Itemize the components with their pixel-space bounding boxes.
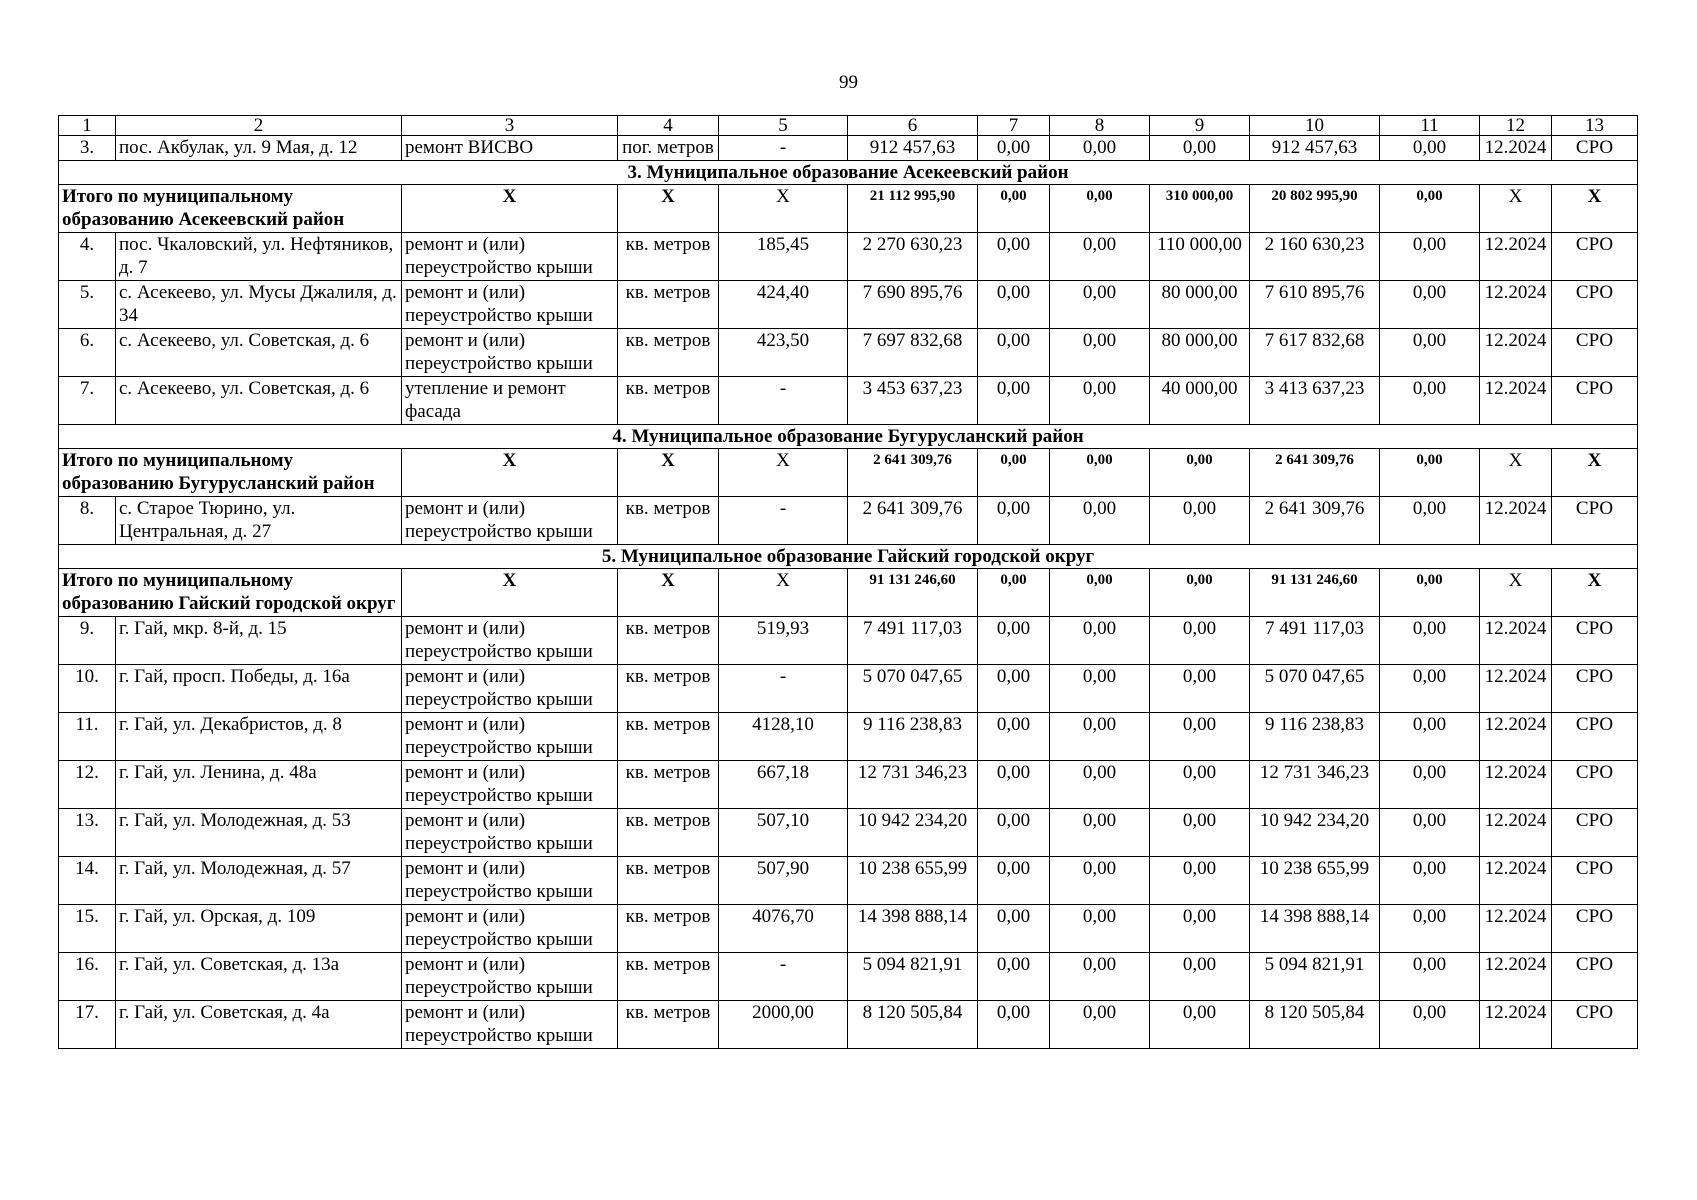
completion-date: 12.2024 <box>1480 664 1552 712</box>
total-cost: 2 641 309,76 <box>848 496 978 544</box>
fund-federal: 0,00 <box>978 376 1050 424</box>
address: г. Гай, ул. Молодежная, д. 53 <box>116 808 402 856</box>
section-title: 3. Муниципальное образование Асекеевский район <box>59 160 1638 184</box>
fund-regional: 0,00 <box>1050 568 1150 616</box>
section-title: 5. Муниципальное образование Гайский городской округ <box>59 544 1638 568</box>
address: г. Гай, ул. Орская, д. 109 <box>116 904 402 952</box>
address: г. Гай, ул. Ленина, д. 48а <box>116 760 402 808</box>
fund-federal: 0,00 <box>978 496 1050 544</box>
fund-other: 0,00 <box>1380 448 1480 496</box>
x-mark: Х <box>1552 568 1638 616</box>
repair-method: СРО <box>1552 808 1638 856</box>
quantity: - <box>719 376 848 424</box>
completion-date: 12.2024 <box>1480 952 1552 1000</box>
total-cost: 2 641 309,76 <box>848 448 978 496</box>
unit: кв. метров <box>618 376 719 424</box>
x-mark: Х <box>719 184 848 232</box>
fund-local: 40 000,00 <box>1150 376 1250 424</box>
fund-federal: 0,00 <box>978 232 1050 280</box>
fund-other: 0,00 <box>1380 760 1480 808</box>
fund-owners: 12 731 346,23 <box>1250 760 1380 808</box>
x-mark: Х <box>1552 448 1638 496</box>
address: пос. Чкаловский, ул. Нефтяников, д. 7 <box>116 232 402 280</box>
section-title: 4. Муниципальное образование Бугурусланский район <box>59 424 1638 448</box>
completion-date: 12.2024 <box>1480 856 1552 904</box>
completion-date: 12.2024 <box>1480 808 1552 856</box>
table-row <box>59 616 1638 664</box>
fund-regional: 0,00 <box>1050 328 1150 376</box>
table-row <box>59 808 1638 856</box>
fund-federal: 0,00 <box>978 856 1050 904</box>
row-number: 14. <box>59 856 116 904</box>
table-row <box>59 856 1638 904</box>
fund-local: 110 000,00 <box>1150 232 1250 280</box>
x-mark: Х <box>1480 184 1552 232</box>
repair-method: СРО <box>1552 328 1638 376</box>
completion-date: 12.2024 <box>1480 232 1552 280</box>
address: с. Асекеево, ул. Мусы Джалиля, д. 34 <box>116 280 402 328</box>
fund-regional: 0,00 <box>1050 904 1150 952</box>
total-cost: 10 238 655,99 <box>848 856 978 904</box>
repair-method: СРО <box>1552 856 1638 904</box>
repair-method: СРО <box>1552 232 1638 280</box>
table-row <box>59 904 1638 952</box>
repair-method: СРО <box>1552 904 1638 952</box>
address: пос. Акбулак, ул. 9 Мая, д. 12 <box>116 136 402 161</box>
fund-federal: 0,00 <box>978 808 1050 856</box>
unit: кв. метров <box>618 952 719 1000</box>
completion-date: 12.2024 <box>1480 376 1552 424</box>
repair-method: СРО <box>1552 664 1638 712</box>
fund-owners: 10 942 234,20 <box>1250 808 1380 856</box>
fund-other: 0,00 <box>1380 376 1480 424</box>
fund-federal: 0,00 <box>978 952 1050 1000</box>
fund-local: 80 000,00 <box>1150 328 1250 376</box>
fund-other: 0,00 <box>1380 232 1480 280</box>
address: г. Гай, ул. Советская, д. 13а <box>116 952 402 1000</box>
header-cell: 1 <box>59 116 116 136</box>
fund-local: 0,00 <box>1150 856 1250 904</box>
address: г. Гай, ул. Советская, д. 4а <box>116 1000 402 1048</box>
quantity: 4128,10 <box>719 712 848 760</box>
fund-local: 0,00 <box>1150 952 1250 1000</box>
fund-other: 0,00 <box>1380 904 1480 952</box>
address: с. Асекеево, ул. Советская, д. 6 <box>116 376 402 424</box>
fund-other: 0,00 <box>1380 712 1480 760</box>
total-label: Итого по муниципальному образованию Гайский городской округ <box>59 568 402 616</box>
completion-date: 12.2024 <box>1480 328 1552 376</box>
repair-method: СРО <box>1552 280 1638 328</box>
x-mark: Х <box>402 184 618 232</box>
unit: кв. метров <box>618 712 719 760</box>
fund-local: 0,00 <box>1150 136 1250 161</box>
total-label: Итого по муниципальному образованию Асекеевский район <box>59 184 402 232</box>
quantity: 424,40 <box>719 280 848 328</box>
address: г. Гай, ул. Молодежная, д. 57 <box>116 856 402 904</box>
work-type: ремонт и (или) переустройство крыши <box>402 280 618 328</box>
work-type: ремонт и (или) переустройство крыши <box>402 808 618 856</box>
total-cost: 91 131 246,60 <box>848 568 978 616</box>
x-mark: Х <box>618 568 719 616</box>
work-type: ремонт ВИСВО <box>402 136 618 161</box>
unit: кв. метров <box>618 664 719 712</box>
quantity: - <box>719 952 848 1000</box>
header-cell: 4 <box>618 116 719 136</box>
header-cell: 11 <box>1380 116 1480 136</box>
fund-other: 0,00 <box>1380 664 1480 712</box>
fund-federal: 0,00 <box>978 664 1050 712</box>
total-row <box>59 448 1638 496</box>
quantity: 185,45 <box>719 232 848 280</box>
row-number: 7. <box>59 376 116 424</box>
fund-owners: 91 131 246,60 <box>1250 568 1380 616</box>
page-number: 99 <box>839 72 858 93</box>
row-number: 8. <box>59 496 116 544</box>
x-mark: Х <box>402 448 618 496</box>
work-type: утепление и ремонт фасада <box>402 376 618 424</box>
work-type: ремонт и (или) переустройство крыши <box>402 1000 618 1048</box>
fund-regional: 0,00 <box>1050 712 1150 760</box>
repair-method: СРО <box>1552 1000 1638 1048</box>
capital-repair-table <box>58 115 1638 1049</box>
table-row <box>59 232 1638 280</box>
quantity: 423,50 <box>719 328 848 376</box>
fund-federal: 0,00 <box>978 448 1050 496</box>
table-row <box>59 376 1638 424</box>
x-mark: Х <box>402 568 618 616</box>
header-cell: 5 <box>719 116 848 136</box>
fund-owners: 14 398 888,14 <box>1250 904 1380 952</box>
fund-owners: 10 238 655,99 <box>1250 856 1380 904</box>
total-cost: 3 453 637,23 <box>848 376 978 424</box>
table-row <box>59 952 1638 1000</box>
table-row <box>59 136 1638 161</box>
total-cost: 9 116 238,83 <box>848 712 978 760</box>
fund-other: 0,00 <box>1380 856 1480 904</box>
header-cell: 10 <box>1250 116 1380 136</box>
fund-federal: 0,00 <box>978 616 1050 664</box>
fund-regional: 0,00 <box>1050 808 1150 856</box>
fund-other: 0,00 <box>1380 808 1480 856</box>
quantity: 2000,00 <box>719 1000 848 1048</box>
fund-regional: 0,00 <box>1050 184 1150 232</box>
fund-other: 0,00 <box>1380 328 1480 376</box>
fund-local: 0,00 <box>1150 1000 1250 1048</box>
x-mark: Х <box>1480 568 1552 616</box>
x-mark: Х <box>719 568 848 616</box>
fund-other: 0,00 <box>1380 184 1480 232</box>
total-cost: 912 457,63 <box>848 136 978 161</box>
work-type: ремонт и (или) переустройство крыши <box>402 496 618 544</box>
table-row <box>59 328 1638 376</box>
unit: кв. метров <box>618 808 719 856</box>
work-type: ремонт и (или) переустройство крыши <box>402 664 618 712</box>
row-number: 15. <box>59 904 116 952</box>
header-cell: 9 <box>1150 116 1250 136</box>
fund-federal: 0,00 <box>978 760 1050 808</box>
completion-date: 12.2024 <box>1480 760 1552 808</box>
fund-other: 0,00 <box>1380 568 1480 616</box>
completion-date: 12.2024 <box>1480 280 1552 328</box>
total-cost: 21 112 995,90 <box>848 184 978 232</box>
total-cost: 7 491 117,03 <box>848 616 978 664</box>
total-cost: 12 731 346,23 <box>848 760 978 808</box>
total-cost: 10 942 234,20 <box>848 808 978 856</box>
fund-owners: 2 641 309,76 <box>1250 496 1380 544</box>
fund-owners: 7 617 832,68 <box>1250 328 1380 376</box>
row-number: 9. <box>59 616 116 664</box>
total-row <box>59 568 1638 616</box>
fund-owners: 2 641 309,76 <box>1250 448 1380 496</box>
unit: кв. метров <box>618 328 719 376</box>
fund-federal: 0,00 <box>978 904 1050 952</box>
header-cell: 3 <box>402 116 618 136</box>
header-cell: 7 <box>978 116 1050 136</box>
fund-owners: 7 491 117,03 <box>1250 616 1380 664</box>
row-number: 11. <box>59 712 116 760</box>
table-row <box>59 712 1638 760</box>
fund-regional: 0,00 <box>1050 376 1150 424</box>
fund-owners: 2 160 630,23 <box>1250 232 1380 280</box>
row-number: 5. <box>59 280 116 328</box>
fund-federal: 0,00 <box>978 712 1050 760</box>
row-number: 3. <box>59 136 116 161</box>
header-cell: 12 <box>1480 116 1552 136</box>
total-cost: 8 120 505,84 <box>848 1000 978 1048</box>
section-row <box>59 160 1638 184</box>
section-row <box>59 424 1638 448</box>
fund-regional: 0,00 <box>1050 232 1150 280</box>
fund-other: 0,00 <box>1380 280 1480 328</box>
unit: кв. метров <box>618 760 719 808</box>
fund-regional: 0,00 <box>1050 496 1150 544</box>
address: с. Старое Тюрино, ул. Центральная, д. 27 <box>116 496 402 544</box>
unit: кв. метров <box>618 856 719 904</box>
fund-other: 0,00 <box>1380 952 1480 1000</box>
repair-method: СРО <box>1552 952 1638 1000</box>
fund-local: 0,00 <box>1150 496 1250 544</box>
quantity: 507,90 <box>719 856 848 904</box>
work-type: ремонт и (или) переустройство крыши <box>402 232 618 280</box>
fund-local: 80 000,00 <box>1150 280 1250 328</box>
address: г. Гай, ул. Декабристов, д. 8 <box>116 712 402 760</box>
fund-regional: 0,00 <box>1050 448 1150 496</box>
repair-method: СРО <box>1552 496 1638 544</box>
work-type: ремонт и (или) переустройство крыши <box>402 712 618 760</box>
quantity: - <box>719 136 848 161</box>
address: г. Гай, просп. Победы, д. 16а <box>116 664 402 712</box>
repair-method: СРО <box>1552 616 1638 664</box>
unit: кв. метров <box>618 1000 719 1048</box>
unit: кв. метров <box>618 232 719 280</box>
unit: пог. метров <box>618 136 719 161</box>
row-number: 12. <box>59 760 116 808</box>
completion-date: 12.2024 <box>1480 1000 1552 1048</box>
x-mark: Х <box>618 184 719 232</box>
table-body <box>59 116 1638 1049</box>
completion-date: 12.2024 <box>1480 616 1552 664</box>
work-type: ремонт и (или) переустройство крыши <box>402 760 618 808</box>
header-cell: 2 <box>116 116 402 136</box>
fund-owners: 5 094 821,91 <box>1250 952 1380 1000</box>
fund-federal: 0,00 <box>978 136 1050 161</box>
fund-local: 0,00 <box>1150 760 1250 808</box>
fund-local: 0,00 <box>1150 616 1250 664</box>
fund-other: 0,00 <box>1380 136 1480 161</box>
fund-local: 310 000,00 <box>1150 184 1250 232</box>
fund-owners: 9 116 238,83 <box>1250 712 1380 760</box>
fund-federal: 0,00 <box>978 280 1050 328</box>
fund-owners: 3 413 637,23 <box>1250 376 1380 424</box>
total-cost: 5 070 047,65 <box>848 664 978 712</box>
header-cell: 6 <box>848 116 978 136</box>
header-cell: 13 <box>1552 116 1638 136</box>
fund-owners: 8 120 505,84 <box>1250 1000 1380 1048</box>
fund-owners: 912 457,63 <box>1250 136 1380 161</box>
fund-regional: 0,00 <box>1050 1000 1150 1048</box>
repair-method: СРО <box>1552 712 1638 760</box>
unit: кв. метров <box>618 496 719 544</box>
fund-regional: 0,00 <box>1050 952 1150 1000</box>
completion-date: 12.2024 <box>1480 904 1552 952</box>
x-mark: Х <box>1552 184 1638 232</box>
completion-date: 12.2024 <box>1480 136 1552 161</box>
total-cost: 7 697 832,68 <box>848 328 978 376</box>
fund-local: 0,00 <box>1150 448 1250 496</box>
fund-other: 0,00 <box>1380 496 1480 544</box>
x-mark: Х <box>1480 448 1552 496</box>
fund-regional: 0,00 <box>1050 664 1150 712</box>
row-number: 4. <box>59 232 116 280</box>
total-cost: 5 094 821,91 <box>848 952 978 1000</box>
fund-regional: 0,00 <box>1050 856 1150 904</box>
fund-federal: 0,00 <box>978 328 1050 376</box>
fund-other: 0,00 <box>1380 1000 1480 1048</box>
table-row <box>59 496 1638 544</box>
section-row <box>59 544 1638 568</box>
table-row <box>59 664 1638 712</box>
row-number: 10. <box>59 664 116 712</box>
work-type: ремонт и (или) переустройство крыши <box>402 904 618 952</box>
row-number: 17. <box>59 1000 116 1048</box>
fund-regional: 0,00 <box>1050 616 1150 664</box>
fund-regional: 0,00 <box>1050 136 1150 161</box>
quantity: 4076,70 <box>719 904 848 952</box>
quantity: - <box>719 496 848 544</box>
fund-regional: 0,00 <box>1050 280 1150 328</box>
total-row <box>59 184 1638 232</box>
fund-local: 0,00 <box>1150 808 1250 856</box>
fund-federal: 0,00 <box>978 1000 1050 1048</box>
table-row <box>59 280 1638 328</box>
fund-owners: 7 610 895,76 <box>1250 280 1380 328</box>
fund-local: 0,00 <box>1150 568 1250 616</box>
header-cell: 8 <box>1050 116 1150 136</box>
total-cost: 2 270 630,23 <box>848 232 978 280</box>
fund-other: 0,00 <box>1380 616 1480 664</box>
fund-federal: 0,00 <box>978 184 1050 232</box>
fund-local: 0,00 <box>1150 904 1250 952</box>
quantity: 519,93 <box>719 616 848 664</box>
work-type: ремонт и (или) переустройство крыши <box>402 952 618 1000</box>
work-type: ремонт и (или) переустройство крыши <box>402 328 618 376</box>
unit: кв. метров <box>618 904 719 952</box>
completion-date: 12.2024 <box>1480 496 1552 544</box>
repair-method: СРО <box>1552 376 1638 424</box>
repair-method: СРО <box>1552 136 1638 161</box>
quantity: - <box>719 664 848 712</box>
x-mark: Х <box>719 448 848 496</box>
row-number: 13. <box>59 808 116 856</box>
work-type: ремонт и (или) переустройство крыши <box>402 856 618 904</box>
work-type: ремонт и (или) переустройство крыши <box>402 616 618 664</box>
table-row <box>59 1000 1638 1048</box>
unit: кв. метров <box>618 616 719 664</box>
quantity: 507,10 <box>719 808 848 856</box>
unit: кв. метров <box>618 280 719 328</box>
table-header-row <box>59 116 1638 136</box>
fund-owners: 5 070 047,65 <box>1250 664 1380 712</box>
fund-local: 0,00 <box>1150 664 1250 712</box>
row-number: 16. <box>59 952 116 1000</box>
total-label: Итого по муниципальному образованию Бугурусланский район <box>59 448 402 496</box>
fund-owners: 20 802 995,90 <box>1250 184 1380 232</box>
total-cost: 7 690 895,76 <box>848 280 978 328</box>
address: г. Гай, мкр. 8-й, д. 15 <box>116 616 402 664</box>
fund-regional: 0,00 <box>1050 760 1150 808</box>
repair-method: СРО <box>1552 760 1638 808</box>
fund-local: 0,00 <box>1150 712 1250 760</box>
table-row <box>59 760 1638 808</box>
row-number: 6. <box>59 328 116 376</box>
address: с. Асекеево, ул. Советская, д. 6 <box>116 328 402 376</box>
fund-federal: 0,00 <box>978 568 1050 616</box>
completion-date: 12.2024 <box>1480 712 1552 760</box>
total-cost: 14 398 888,14 <box>848 904 978 952</box>
x-mark: Х <box>618 448 719 496</box>
quantity: 667,18 <box>719 760 848 808</box>
